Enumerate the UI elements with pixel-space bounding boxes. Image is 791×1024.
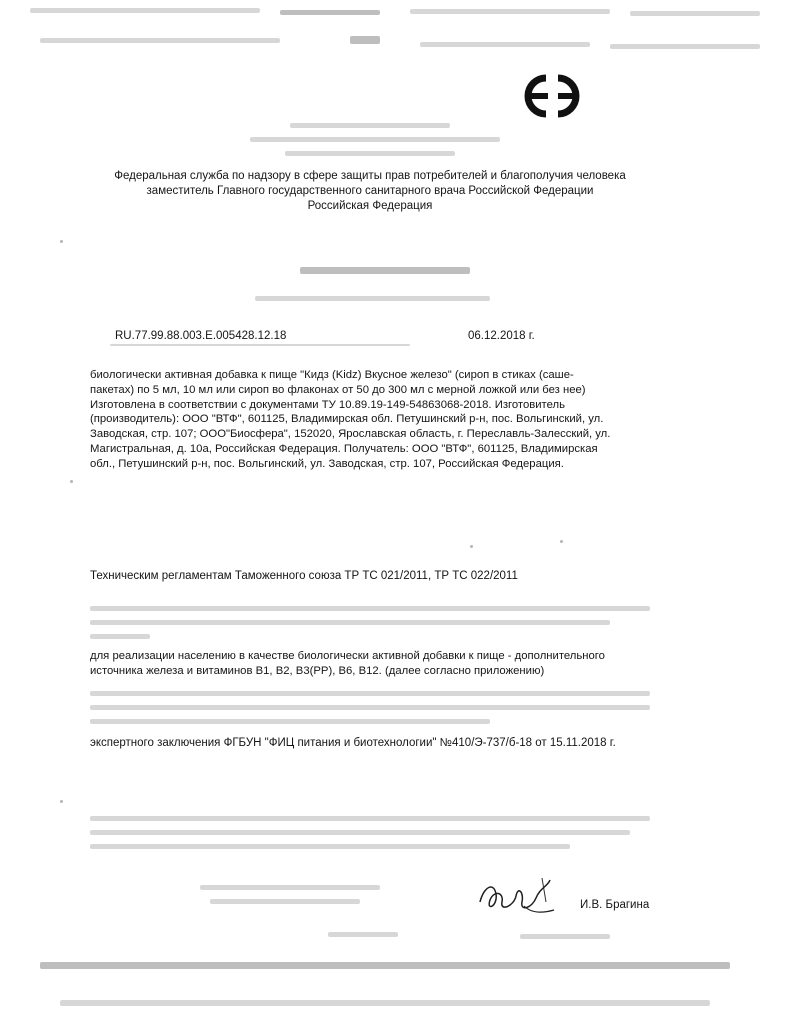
faded-heading-1 — [290, 123, 450, 128]
usage-description — [90, 649, 655, 679]
faded-heading-3 — [285, 151, 455, 156]
eac-logo-icon — [520, 70, 586, 122]
faded-text-top-8 — [610, 44, 760, 49]
product-line-5: Заводская, стр. 107; ООО"Биосфера", 152020, Ярославская область, г. Переславль-Залесский, ул. — [90, 428, 611, 441]
scan-speck — [560, 540, 563, 543]
product-line-3: Изготовлена в соответствии с документами ТУ 10.89.19-149-54863068-2018. Изготовитель — [90, 398, 565, 411]
product-line-2: пакетах) по 5 мл, 10 мл или сироп во флаконах от 50 до 300 мл с мерной ложкой или без нее) — [90, 383, 586, 396]
technical-regulations: Техническим регламентам Таможенного союза ТР ТС 021/2011, ТР ТС 022/2011 — [90, 570, 518, 582]
expert-conclusion: экспертного заключения ФГБУН "ФИЦ питания и биотехнологии" №410/Э-737/б-18 от 15.11.2018 г. — [90, 737, 616, 749]
faded-bottom-1 — [40, 962, 730, 969]
authority-line-1: Федеральная служба по надзору в сфере защиты прав потребителей и благополучия человека — [114, 170, 626, 182]
faded-certificate-title — [300, 267, 470, 274]
faded-text-top-3 — [410, 9, 610, 14]
faded-form-number — [328, 932, 398, 937]
usage-line-1: для реализации населению в качестве биологически активной добавки к пище - дополнительного — [90, 650, 605, 662]
faded-line-b2 — [90, 705, 650, 710]
faded-text-top-7 — [420, 42, 590, 47]
product-description — [90, 368, 650, 472]
faded-line-c3 — [90, 844, 570, 849]
eac-logo — [520, 70, 586, 122]
authority-line-3: Российская Федерация — [307, 200, 433, 212]
scan-speck — [60, 240, 63, 243]
scan-speck — [70, 480, 73, 483]
faded-line-c4 — [200, 885, 380, 890]
faded-rule-line — [110, 344, 410, 346]
product-line-4: (производитель): ООО "ВТФ", 601125, Владимирская обл. Петушинский р-н, пос. Вольгинский, ул. — [90, 413, 604, 426]
faded-certificate-subtitle — [255, 296, 490, 301]
faded-bottom-2 — [60, 1000, 710, 1006]
faded-line-a2 — [90, 620, 610, 625]
faded-line-b3 — [90, 719, 490, 724]
faded-text-top-5 — [40, 38, 280, 43]
product-line-1: биологически активная добавка к пище "Кидз (Kidz) Вкусное железо" (сироп в стиках (саше- — [90, 369, 574, 381]
signatory-name: И.В. Брагина — [580, 899, 650, 911]
faded-line-a3 — [90, 634, 150, 639]
signature — [470, 872, 570, 920]
product-line-7: обл., Петушинский р-н, пос. Вольгинский, ул. Заводская, стр. 107, Российская Федерация. — [90, 457, 564, 470]
faded-line-c5 — [210, 899, 360, 904]
faded-line-c1 — [90, 816, 650, 821]
faded-line-c2 — [90, 830, 630, 835]
product-line-6: Магистральная, д. 10а, Российская Федерация. Получатель: ООО "ВТФ", 601125, Владимирская — [90, 442, 598, 455]
registration-number: RU.77.99.88.003.Е.005428.12.18 — [115, 330, 287, 342]
faded-heading-2 — [250, 137, 500, 142]
scan-speck — [470, 545, 473, 548]
registration-date: 06.12.2018 г. — [468, 330, 535, 342]
scan-speck — [60, 800, 63, 803]
faded-line-b1 — [90, 691, 650, 696]
signature-icon — [470, 872, 570, 920]
faded-text-top-6 — [350, 36, 380, 44]
faded-line-a1 — [90, 606, 650, 611]
faded-form-number-2 — [520, 934, 610, 939]
authority-line-2: заместитель Главного государственного санитарного врача Российской Федерации — [146, 185, 594, 197]
usage-line-2: источника железа и витаминов В1, В2, В3(РР), В6, В12. (далее согласно приложению) — [90, 664, 545, 677]
faded-text-top-4 — [630, 11, 760, 16]
faded-text-top-1 — [30, 8, 260, 13]
faded-text-top-2 — [280, 10, 380, 15]
